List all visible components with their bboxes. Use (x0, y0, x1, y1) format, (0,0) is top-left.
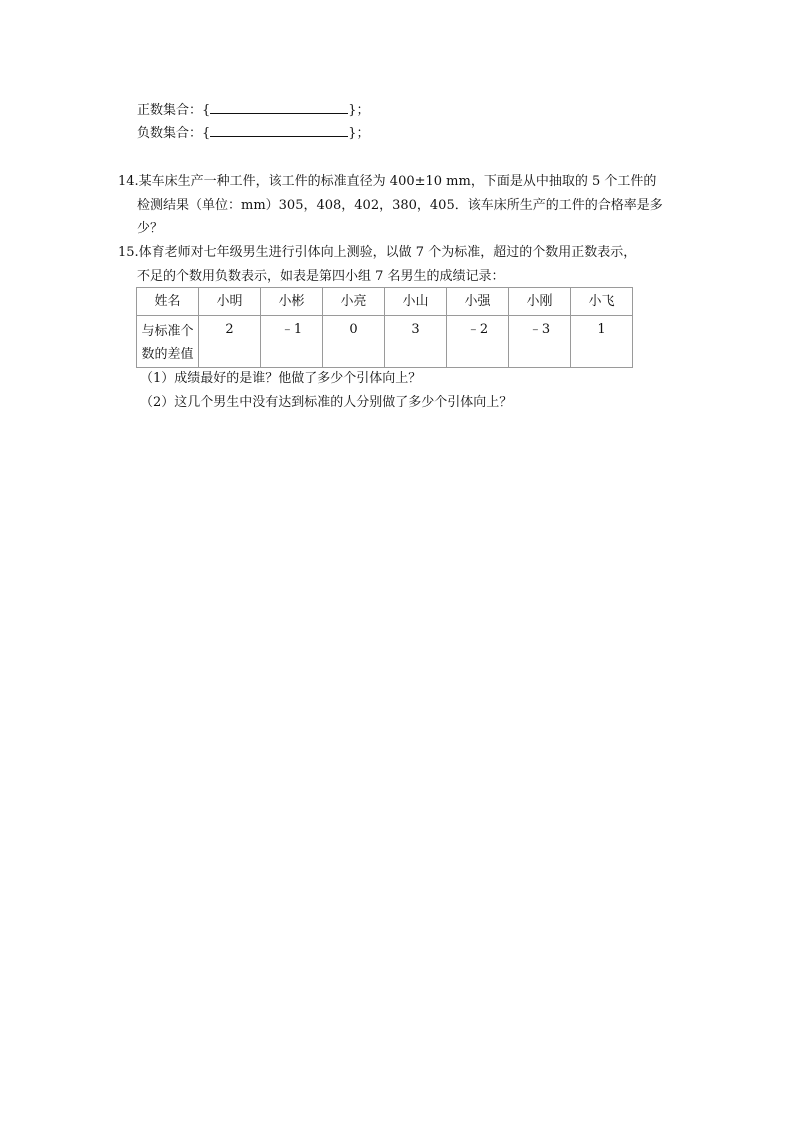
sub-question-2: （2）这几个男生中没有达到标准的人分别做了多少个引体向上？ (140, 395, 513, 410)
question-15-line-2: 不足的个数用负数表示，如表是第四小组 7 名男生的成绩记录： (137, 269, 505, 284)
negative-set-line (137, 124, 370, 142)
positive-set-close: }； (348, 103, 370, 118)
name-cell: 小彬 (261, 288, 323, 316)
negative-set-blank[interactable] (210, 124, 348, 137)
difference-cell: 1 (571, 316, 633, 368)
name-cell: 小飞 (571, 288, 633, 316)
difference-row-label: 与标准个数的差值 (137, 316, 199, 368)
difference-cell: ﹣2 (447, 316, 509, 368)
table-difference-row (137, 316, 633, 368)
name-cell: 小亮 (323, 288, 385, 316)
positive-set-line (137, 101, 370, 119)
name-cell: 小明 (199, 288, 261, 316)
table-header-row (137, 288, 633, 316)
difference-cell: ﹣3 (509, 316, 571, 368)
name-cell: 小山 (385, 288, 447, 316)
negative-set-close: }； (348, 126, 370, 141)
difference-cell: 2 (199, 316, 261, 368)
difference-cell: 3 (385, 316, 447, 368)
difference-cell: ﹣1 (261, 316, 323, 368)
name-cell: 小强 (447, 288, 509, 316)
positive-set-blank[interactable] (210, 101, 348, 114)
question-14-line-3: 少？ (137, 221, 164, 236)
question-14-line-2: 检测结果（单位：mm）305，408，402，380，405．该车床所生产的工件的合格率是多 (137, 198, 663, 213)
difference-cell: 0 (323, 316, 385, 368)
scores-table (136, 287, 633, 368)
question-14-line-1: 14.某车床生产一种工件，该工件的标准直径为 400±10 mm，下面是从中抽取的 5 个工件的 (118, 174, 657, 189)
name-cell: 小刚 (509, 288, 571, 316)
table-header-label: 姓名 (137, 288, 199, 316)
sub-question-1: （1）成绩最好的是谁？他做了多少个引体向上？ (140, 371, 422, 386)
question-15-line-1: 15.体育老师对七年级男生进行引体向上测验，以做 7 个为标准，超过的个数用正数表示， (118, 245, 637, 260)
negative-set-label: 负数集合：{ (137, 126, 211, 141)
positive-set-label: 正数集合：{ (137, 103, 211, 118)
